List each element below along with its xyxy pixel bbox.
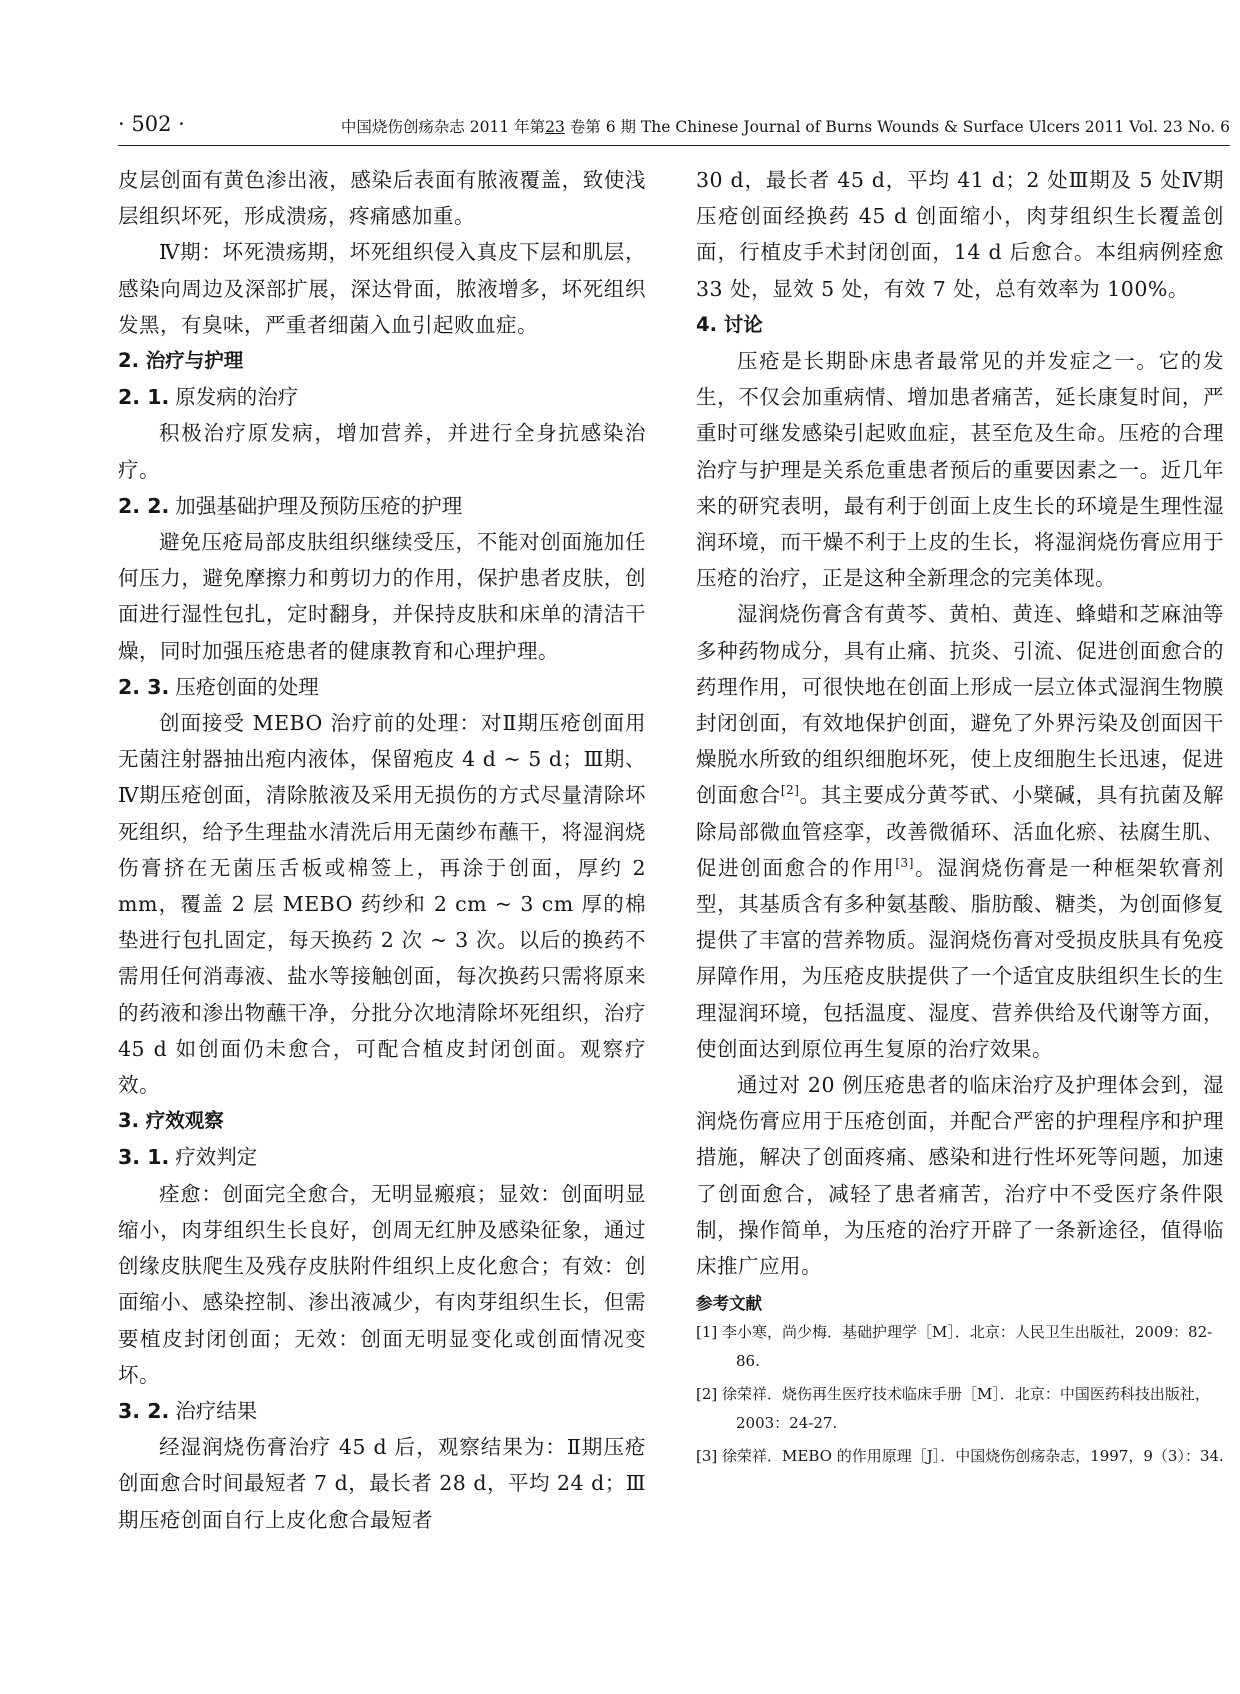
subsection-heading: 3. 1. 疗效判定: [118, 1145, 258, 1170]
references-heading: 参考文献: [696, 1294, 762, 1314]
paragraph: 皮层创面有黄色渗出液，感染后表面有脓液覆盖，致使浅层组织坏死，形成溃疡，疼痛感加重。: [118, 168, 646, 229]
left-column: [118, 162, 646, 1538]
paragraph: Ⅳ期：坏死溃疡期，坏死组织侵入真皮下层和肌层，感染向周边及深部扩展，深达骨面，脓液增多，坏死组织发黑，有臭味，严重者细菌入血引起败血症。: [118, 240, 646, 337]
citation: [2]: [780, 783, 800, 798]
section-heading: 3. 疗效观察: [118, 1109, 224, 1133]
header-rule: [118, 145, 1230, 146]
paragraph: 压疮是长期卧床患者最常见的并发症之一。它的发生，不仅会加重病情、增加患者痛苦，延长康复时间，严重时可继发感染引起败血症，甚至危及生命。压疮的合理治疗与护理是关系危重患者预后的重要因素之一。近几年来的研究表明，最有利于创面上皮生长的环境是生理性湿润环境，而干燥不利于上皮的生长，将湿润烧伤膏应用于压疮的治疗，正是这种全新理念的完美体现。: [696, 349, 1224, 591]
subsection-heading: 2. 2. 加强基础护理及预防压疮的护理: [118, 493, 463, 518]
citation: [3]: [895, 856, 914, 871]
reference-item: [1] 李小寒，尚少梅．基础护理学［M］．北京：人民卫生出版社，2009：82-86.: [696, 1323, 1213, 1371]
paragraph: 痊愈：创面完全愈合，无明显瘢痕；显效：创面明显缩小，肉芽组织生长良好，创周无红肿及感染征象，通过创缘皮肤爬生及残存皮肤附件组织上皮化愈合；有效：创面缩小、感染控制、渗出液减少，有肉芽组织生长，但需要植皮封闭创面；无效：创面无明显变化或创面情况变坏。: [118, 1181, 646, 1387]
paragraph: 经湿润烧伤膏治疗 45 d 后，观察结果为：Ⅱ期压疮创面愈合时间最短者 7 d，最长者 28 d，平均 24 d；Ⅲ期压疮创面自行上皮化愈合最短者: [118, 1435, 646, 1532]
running-head: 中国烧伤创疡杂志 2011 年第23 卷第 6 期 The Chinese Journal of Burns Wounds & Surface Ulcers 2011 Vol. 23 No. 6: [340, 118, 1230, 136]
page-number: · 502 ·: [118, 112, 185, 136]
right-column: [696, 162, 1224, 1475]
section-heading: 2. 治疗与护理: [118, 349, 244, 373]
paragraph: 30 d，最长者 45 d，平均 41 d；2 处Ⅲ期及 5 处Ⅳ期压疮创面经换药 45 d 创面缩小，肉芽组织生长覆盖创面，行植皮手术封闭创面，14 d 后愈合。本组病例痊愈 33 处，显效 5 处，有效 7 处，总有效率为 100%。: [696, 168, 1224, 301]
reference-item: [3] 徐荣祥．MEBO 的作用原理［J］．中国烧伤创疡杂志，1997，9（3）：34.: [696, 1447, 1224, 1466]
subsection-heading: 3. 2. 治疗结果: [118, 1398, 258, 1423]
paragraph: 湿润烧伤膏含有黄芩、黄柏、黄连、蜂蜡和芝麻油等多种药物成分，具有止痛、抗炎、引流、促进创面愈合的药理作用，可很快地在创面上形成一层立体式湿润生物膜封闭创面，有效地保护创面，避免了外界污染及创面因干燥脱水所致的组织细胞坏死，使上皮细胞生长迅速，促进创面愈合[2]。其主要成分黄芩甙、小檗碱，具有抗菌及解除局部微血管痉挛，改善微循环、活血化瘀、祛腐生肌、促进创面愈合的作用[3]。湿润烧伤膏是一种框架软膏剂型，其基质含有多种氨基酸、脂肪酸、糖类，为创面修复提供了丰富的营养物质。湿润烧伤膏对受损皮肤具有免疫屏障作用，为压疮皮肤提供了一个适宜皮肤组织生长的生理湿润环境，包括温度、湿度、营养供给及代谢等方面，使创面达到原位再生复原的治疗效果。: [696, 602, 1225, 1061]
paragraph: 通过对 20 例压疮患者的临床治疗及护理体会到，湿润烧伤膏应用于压疮创面，并配合严密的护理程序和护理措施，解决了创面疼痛、感染和进行性坏死等问题，加速了创面愈合，减轻了患者痛苦，治疗中不受医疗条件限制，操作简单，为压疮的治疗开辟了一条新途径，值得临床推广应用。: [696, 1073, 1224, 1279]
section-heading: 4. 讨论: [696, 312, 763, 336]
page-header: [118, 112, 1230, 140]
subsection-heading: 2. 3. 压疮创面的处理: [118, 674, 319, 699]
subsection-heading: 2. 1. 原发病的治疗: [118, 385, 299, 410]
paragraph: 积极治疗原发病，增加营养，并进行全身抗感染治疗。: [118, 421, 646, 482]
reference-item: [2] 徐荣祥．烧伤再生医疗技术临床手册［M］．北京：中国医药科技出版社，2003：24-27.: [696, 1385, 1210, 1433]
paragraph: 创面接受 MEBO 治疗前的处理：对Ⅱ期压疮创面用无菌注射器抽出疱内液体，保留疱皮 4 d ~ 5 d；Ⅲ期、Ⅳ期压疮创面，清除脓液及采用无损伤的方式尽量清除坏死组织，给予生理盐水清洗后用无菌纱布蘸干，将湿润烧伤膏挤在无菌压舌板或棉签上，再涂于创面，厚约 2 mm，覆盖 2 层 MEBO 药纱和 2 cm ~ 3 cm 厚的棉垫进行包扎固定，每天换药 2 次 ~ 3 次。以后的换药不需用任何消毒液、盐水等接触创面，每次换药只需将原来的药液和渗出物蘸干净，分批分次地清除坏死组织，治疗 45 d 如创面仍未愈合，可配合植皮封闭创面。观察疗效。: [118, 711, 646, 1098]
paragraph: 避免压疮局部皮肤组织继续受压，不能对创面施加任何压力，避免摩擦力和剪切力的作用，保护患者皮肤，创面进行湿性包扎，定时翻身，并保持皮肤和床单的清洁干燥，同时加强压疮患者的健康教育和心理护理。: [118, 530, 646, 663]
